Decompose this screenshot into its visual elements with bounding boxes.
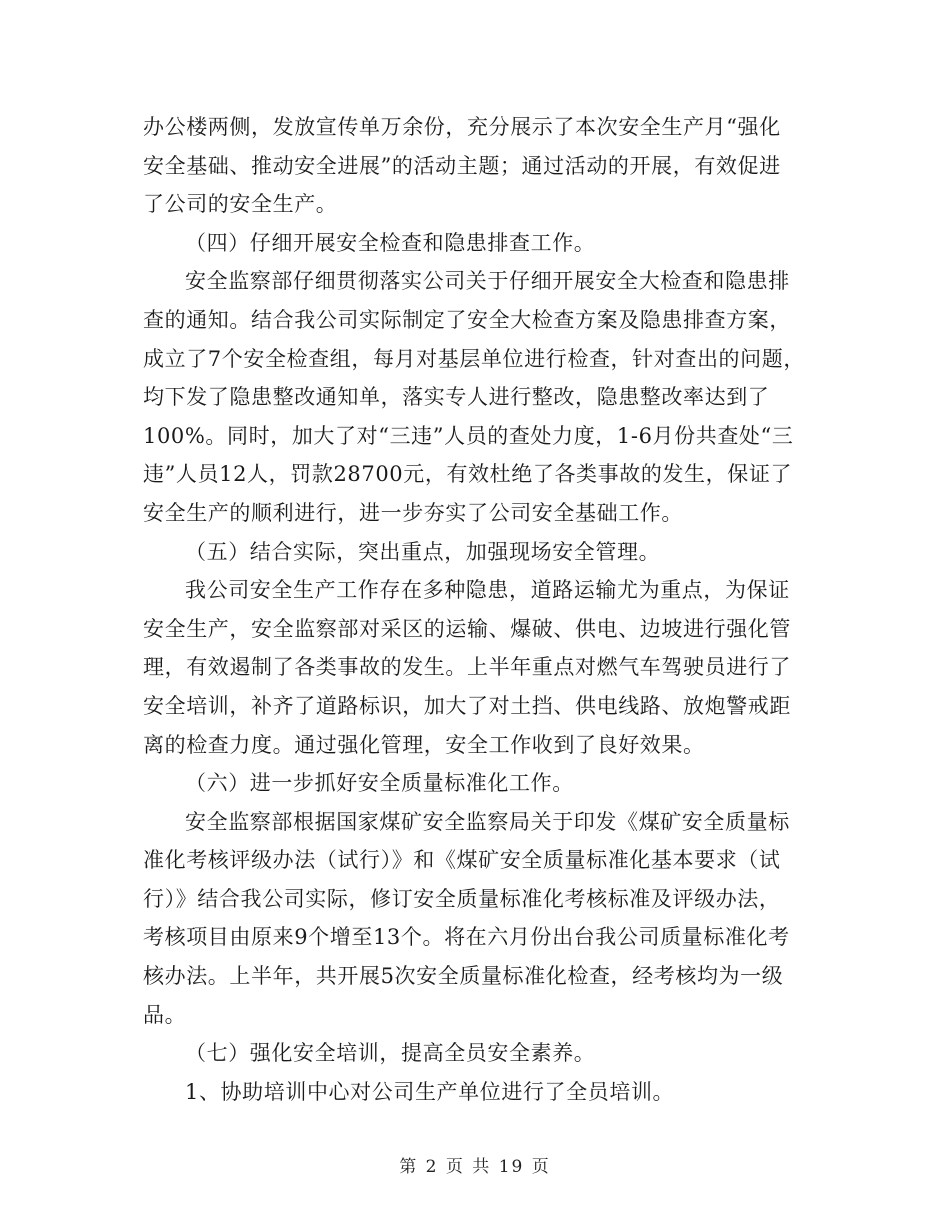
- text-line: 成立了7个安全检查组，每月对基层单位进行检查，针对查出的问题，: [143, 346, 805, 371]
- text-line: 准化考核评级办法（试行）》和《煤矿安全质量标准化基本要求（试: [143, 848, 781, 873]
- text-line: （七）强化安全培训，提高全员安全素养。: [185, 1041, 596, 1066]
- text-line: 行）》结合我公司实际，修订安全质量标准化考核标准及评级办法，: [143, 886, 781, 911]
- text-line: 我公司安全生产工作存在多种隐患，道路运输尤为重点，为保证: [185, 578, 790, 603]
- text-line: 100%。同时，加大了对“三违”人员的查处力度，1-6月份共查处“三: [143, 423, 794, 448]
- text-line: 安全生产的顺利进行，进一步夯实了公司安全基础工作。: [143, 500, 683, 525]
- text-line: 离的检查力度。通过强化管理，安全工作收到了良好效果。: [143, 732, 705, 757]
- text-line: 核办法。上半年，共开展5次安全质量标准化检查，经考核均为一级: [143, 964, 784, 989]
- text-line: （四）仔细开展安全检查和隐患排查工作。: [185, 230, 596, 255]
- text-line: 考核项目由原来9个增至13个。将在六月份出台我公司质量标准化考: [143, 925, 790, 950]
- page-number: 第 2 页 共 19 页: [399, 1157, 551, 1177]
- text-line: 安全生产，安全监察部对采区的运输、爆破、供电、边坡进行强化管: [143, 616, 791, 641]
- text-line: 理，有效遏制了各类事故的发生。上半年重点对燃气车驾驶员进行了: [143, 655, 791, 680]
- text-line: 安全监察部仔细贯彻落实公司关于仔细开展安全大检查和隐患排: [185, 269, 790, 294]
- text-line: 查的通知。结合我公司实际制定了安全大检查方案及隐患排查方案，: [143, 307, 791, 332]
- body-text: [143, 108, 823, 1111]
- text-line: 办公楼两侧，发放宣传单万余份，充分展示了本次安全生产月“强化: [143, 115, 781, 139]
- text-line: 违”人员12人，罚款28700元，有效杜绝了各类事故的发生，保证了: [143, 462, 793, 487]
- text-line: 安全基础、推动安全进展”的活动主题；通过活动的开展，有效促进: [143, 153, 781, 178]
- text-line: 1、协助培训中心对公司生产单位进行了全员培训。: [185, 1079, 675, 1104]
- text-line: 均下发了隐患整改通知单，落实专人进行整改，隐患整改率达到了: [143, 385, 770, 410]
- text-line: 品。: [143, 1002, 187, 1027]
- text-line: 了公司的安全生产。: [143, 192, 338, 217]
- text-line: （六）进一步抓好安全质量标准化工作。: [185, 771, 574, 796]
- text-line: （五）结合实际，突出重点，加强现场安全管理。: [185, 539, 661, 564]
- text-line: 安全培训，补齐了道路标识，加大了对土挡、供电线路、放炮警戒距: [143, 693, 791, 718]
- text-line: 安全监察部根据国家煤矿安全监察局关于印发《煤矿安全质量标: [185, 809, 790, 834]
